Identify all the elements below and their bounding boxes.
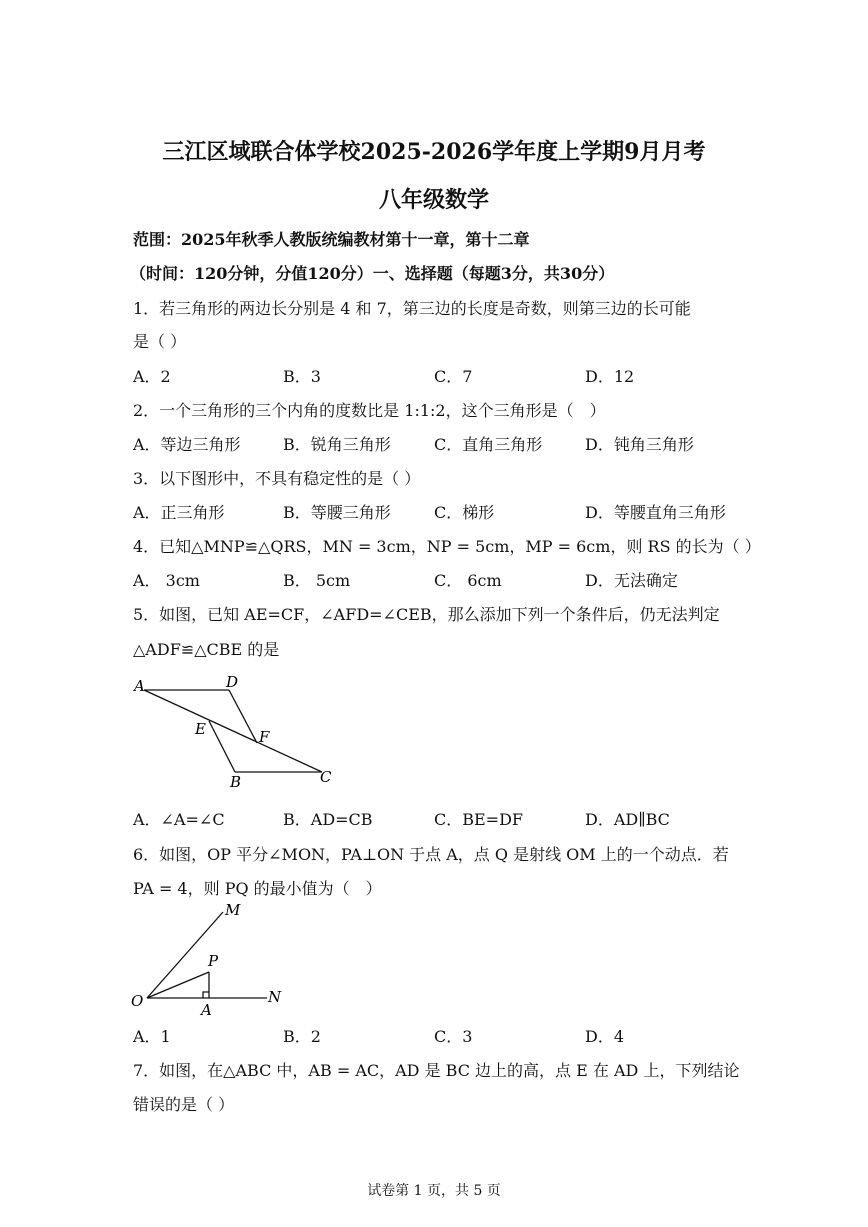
question-2-option-d[interactable]: D．钝角三角形 — [585, 435, 694, 454]
question-5-option-d[interactable]: D．AD∥BC — [585, 810, 670, 829]
point-label-n: N — [268, 988, 282, 1006]
question-6-option-b[interactable]: B．2 — [283, 1027, 321, 1046]
question-6-stem-cont: PA = 4，则 PQ 的最小值为（ ） — [133, 879, 382, 898]
point-label-b: B — [230, 773, 242, 791]
question-1-stem: 1．若三角形的两边长分别是 4 和 7，第三边的长度是奇数，则第三边的长可能 — [133, 299, 691, 318]
point-label-m: M — [225, 901, 241, 919]
question-1-option-c[interactable]: C．7 — [434, 367, 473, 386]
question-5-option-c[interactable]: C．BE=DF — [434, 810, 524, 829]
question-6-option-a[interactable]: A．1 — [133, 1027, 171, 1046]
point-label-o: O — [131, 992, 144, 1010]
exam-subtitle: 八年级数学 — [378, 187, 489, 213]
question-2-option-c[interactable]: C．直角三角形 — [434, 435, 543, 454]
question-5-option-a[interactable]: A．∠A=∠C — [133, 810, 225, 829]
question-1-option-d[interactable]: D．12 — [585, 367, 635, 386]
question-5-figure — [125, 670, 350, 795]
question-1-option-b[interactable]: B．3 — [283, 367, 321, 386]
question-4-option-b[interactable]: B． 5cm — [283, 571, 351, 590]
time-and-section-info: （时间：120分钟，分值120分）一、选择题（每题3分，共30分） — [130, 264, 615, 283]
question-4-option-a[interactable]: A． 3cm — [133, 571, 200, 590]
question-5-stem-cont: △ADF≌△CBE 的是 — [133, 640, 280, 659]
question-3-option-d[interactable]: D．等腰直角三角形 — [585, 503, 726, 522]
question-1-stem-cont: 是（ ） — [133, 332, 187, 351]
question-1-option-a[interactable]: A．2 — [133, 367, 171, 386]
point-label-a: A — [201, 1001, 212, 1018]
question-5-option-b[interactable]: B．AD=CB — [283, 810, 373, 829]
question-3-option-a[interactable]: A．正三角形 — [133, 503, 225, 522]
segment-op — [147, 972, 209, 998]
question-3-option-c[interactable]: C．梯形 — [434, 503, 495, 522]
question-4-option-c[interactable]: C． 6cm — [434, 571, 502, 590]
page-footer: 试卷第 1 页，共 5 页 — [367, 1183, 501, 1199]
question-2-option-a[interactable]: A．等边三角形 — [133, 435, 241, 454]
point-label-a: A — [134, 677, 145, 695]
question-5-stem: 5．如图，已知 AE=CF，∠AFD=∠CEB，那么添加下列一个条件后，仍无法判定 — [133, 605, 720, 624]
question-3-option-b[interactable]: B．等腰三角形 — [283, 503, 391, 522]
segment-ac — [144, 690, 322, 772]
point-label-e: E — [195, 720, 206, 738]
point-label-c: C — [320, 768, 332, 786]
right-angle-mark — [203, 992, 209, 998]
question-6-figure — [125, 898, 295, 1018]
question-4-stem: 4．已知△MNP≌△QRS，MN = 3cm，NP = 5cm，MP = 6cm，则 RS 的长为（ ） — [133, 537, 761, 556]
exam-title: 三江区域联合体学校2025-2026学年度上学期9月月考 — [162, 139, 706, 165]
question-6-stem: 6．如图，OP 平分∠MON，PA⊥ON 于点 A，点 Q 是射线 OM 上的一个动点．若 — [133, 845, 729, 864]
exam-scope: 范围：2025年秋季人教版统编教材第十一章，第十二章 — [133, 230, 530, 249]
segment-eb — [209, 721, 235, 772]
question-6-option-d[interactable]: D．4 — [585, 1027, 625, 1046]
question-4-option-d[interactable]: D．无法确定 — [585, 571, 678, 590]
point-label-d: D — [226, 673, 239, 691]
question-6-option-c[interactable]: C．3 — [434, 1027, 473, 1046]
question-7-stem-cont: 错误的是（ ） — [133, 1095, 235, 1114]
point-label-f: F — [259, 728, 270, 746]
point-label-p: P — [208, 952, 219, 970]
question-7-stem: 7．如图，在△ABC 中，AB = AC，AD 是 BC 边上的高，点 E 在 AD 上，下列结论 — [133, 1061, 740, 1080]
question-2-stem: 2．一个三角形的三个内角的度数比是 1:1:2，这个三角形是（ ） — [133, 401, 606, 420]
question-2-option-b[interactable]: B．锐角三角形 — [283, 435, 391, 454]
question-3-stem: 3．以下图形中，不具有稳定性的是（ ） — [133, 469, 421, 488]
